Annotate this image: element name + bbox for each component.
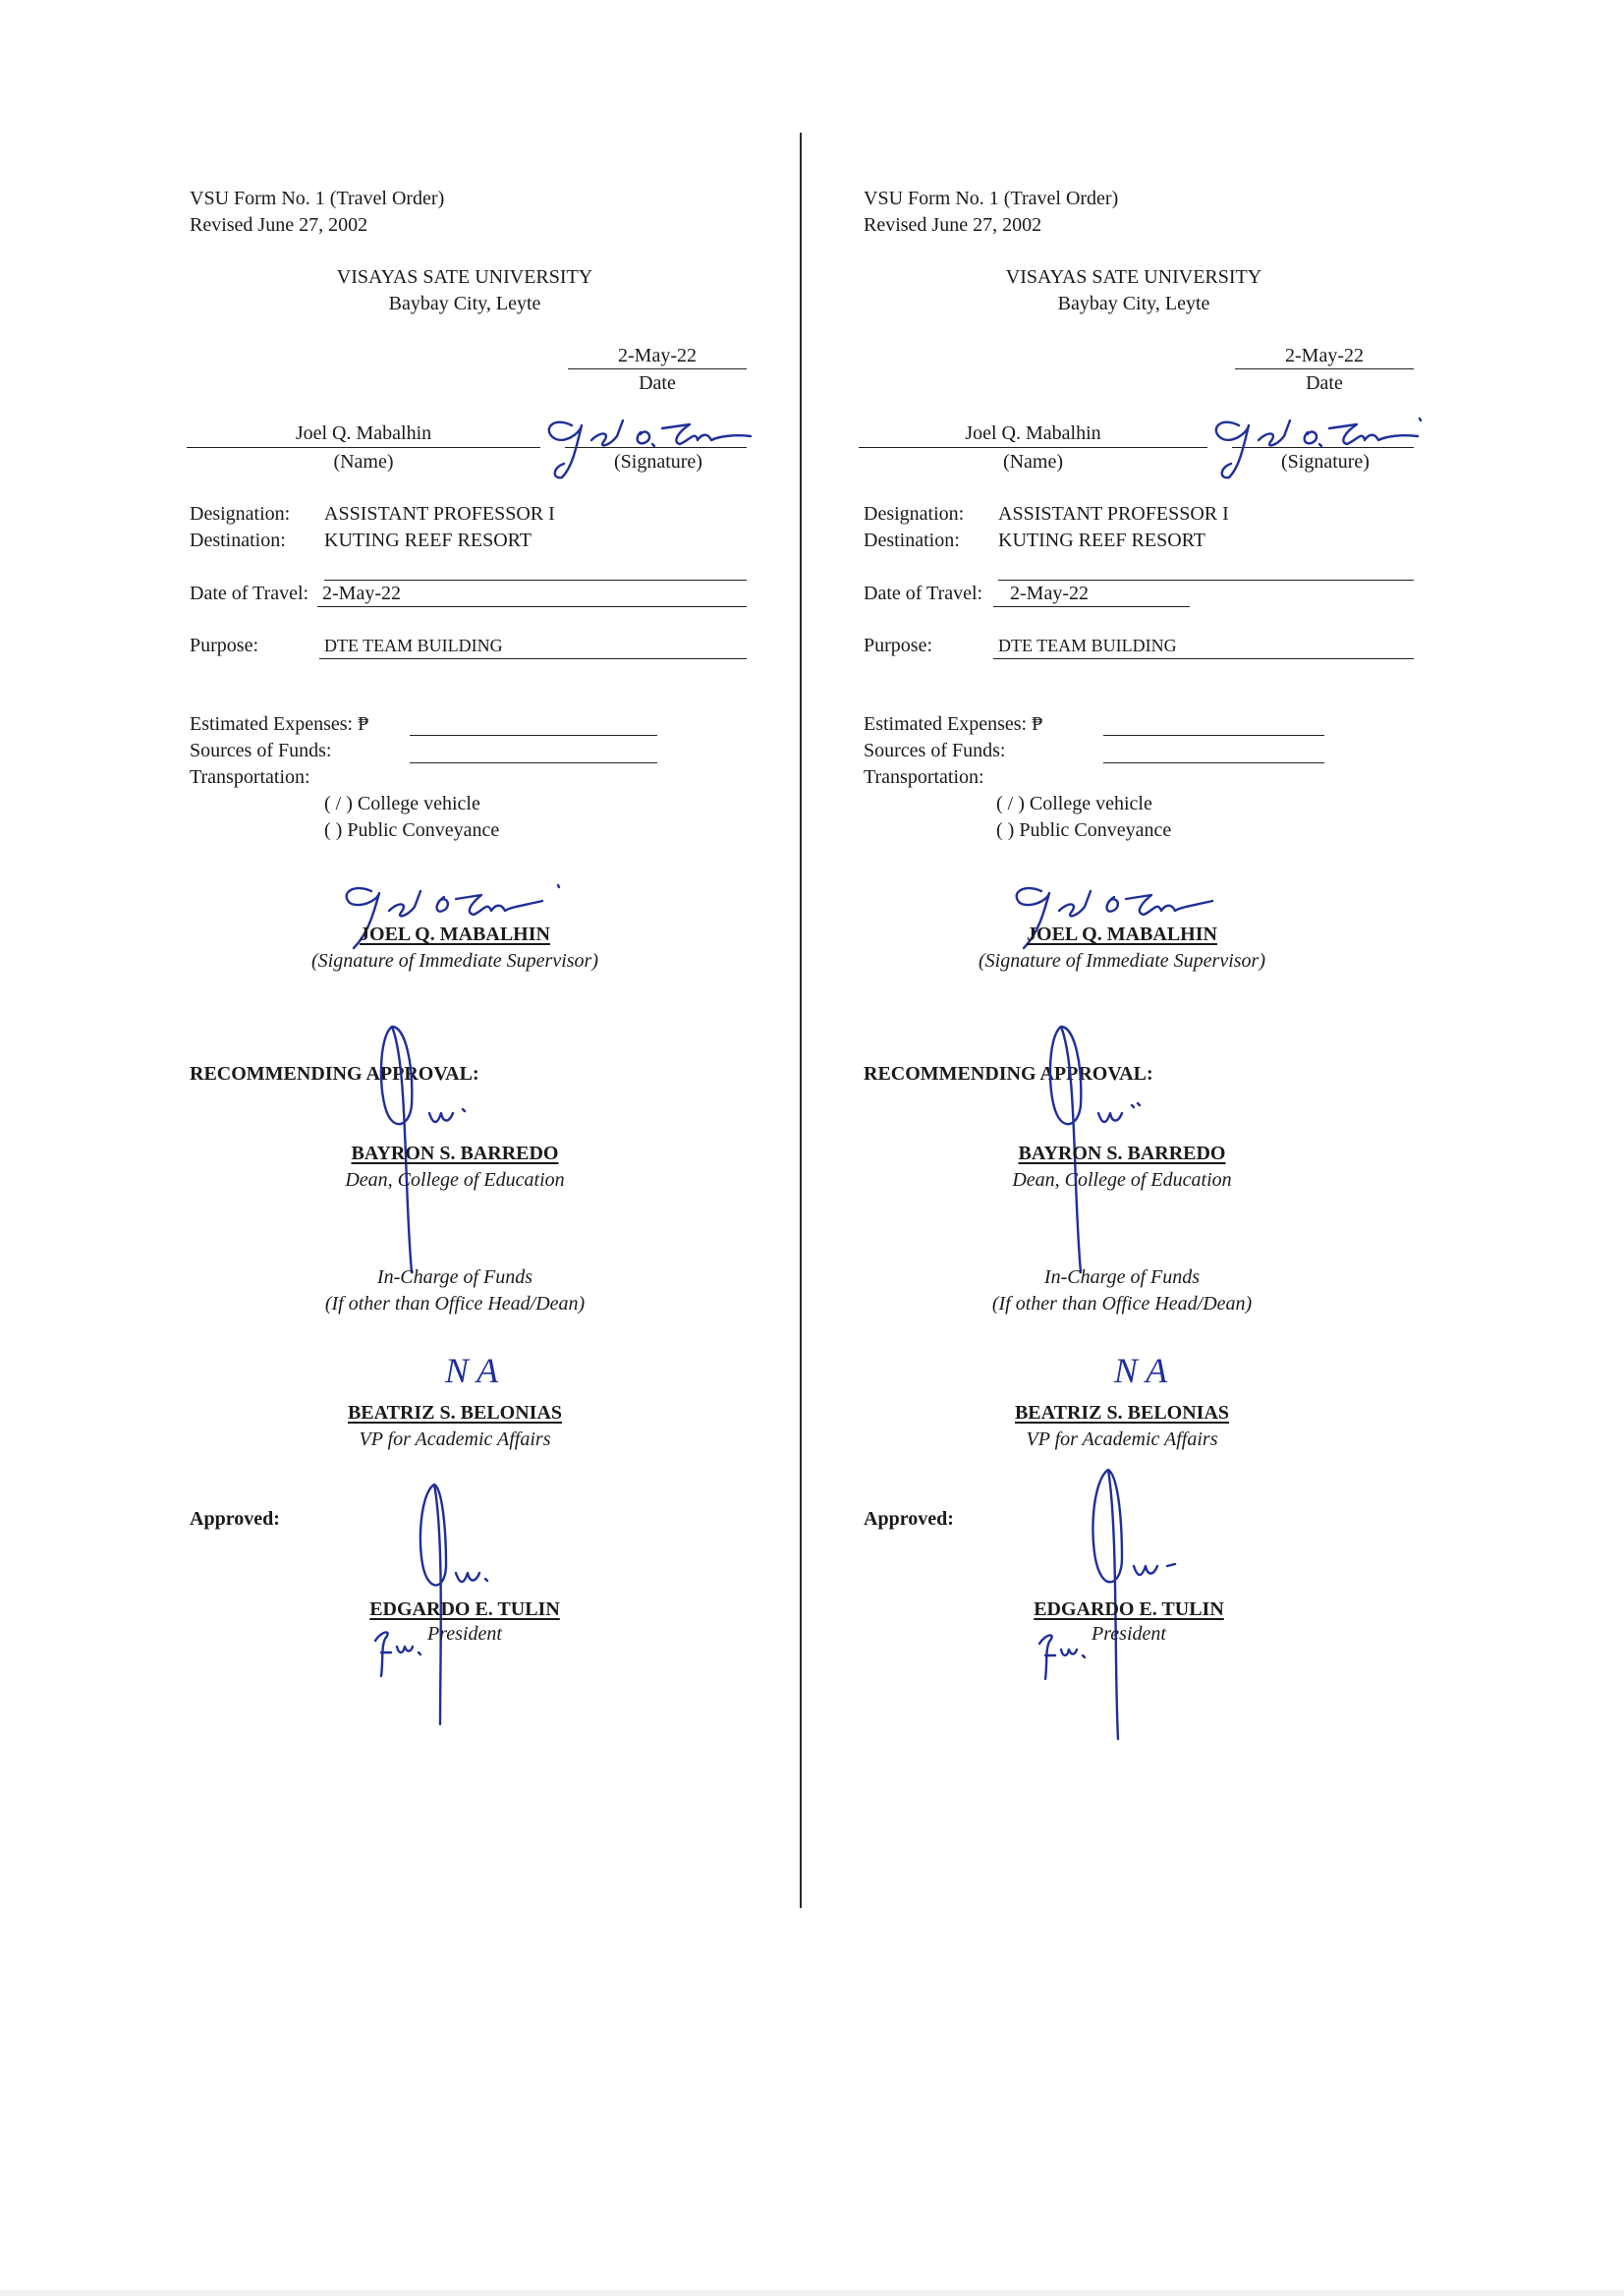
name-line <box>859 447 1207 448</box>
purpose-value: DTE TEAM BUILDING <box>324 636 503 655</box>
date-value: 2-May-22 <box>618 345 697 366</box>
vp-name: BEATRIZ S. BELONIAS <box>347 1402 563 1424</box>
funds-incharge-label: In-Charge of Funds <box>1043 1266 1201 1288</box>
form-revised: Revised June 27, 2002 <box>190 214 368 236</box>
destination-value: KUTING REEF RESORT <box>998 530 1206 551</box>
funds-label: Sources of Funds: <box>864 740 1006 761</box>
date-label: Date <box>639 372 676 394</box>
date-value: 2-May-22 <box>1285 345 1364 366</box>
transport-public-conveyance: ( ) Public Conveyance <box>996 819 1172 841</box>
name-value: Joel Q. Mabalhin <box>965 422 1101 444</box>
form-number: VSU Form No. 1 (Travel Order) <box>190 188 445 209</box>
recommending-approval-label: RECOMMENDING APPROVAL: <box>190 1063 479 1085</box>
dean-title: Dean, College of Education <box>1012 1169 1232 1191</box>
na-mark: N A <box>1113 1351 1168 1390</box>
signature-label: (Signature) <box>1281 451 1370 473</box>
funds-incharge-note: (If other than Office Head/Dean) <box>991 1293 1253 1315</box>
date-line <box>1235 368 1414 369</box>
funds-incharge-note: (If other than Office Head/Dean) <box>324 1293 586 1315</box>
purpose-line <box>993 658 1414 659</box>
transport-label: Transportation: <box>864 766 984 788</box>
name-label: (Name) <box>333 451 394 473</box>
name-value: Joel Q. Mabalhin <box>295 422 432 444</box>
expenses-label: Estimated Expenses: ₱ <box>190 713 369 735</box>
purpose-label: Purpose: <box>190 635 258 656</box>
destination-value: KUTING REEF RESORT <box>324 530 532 551</box>
designation-label: Designation: <box>190 503 291 525</box>
supervisor-name: JOEL Q. MABALHIN <box>360 924 550 945</box>
designation-label: Designation: <box>864 503 965 525</box>
travel-date-line <box>993 606 1190 607</box>
purpose-value: DTE TEAM BUILDING <box>998 636 1177 655</box>
designation-value: ASSISTANT PROFESSOR I <box>324 503 555 525</box>
president-title: President <box>427 1623 502 1645</box>
university-name: VISAYAS SATE UNIVERSITY <box>336 266 593 288</box>
destination-extra-line <box>998 580 1414 581</box>
president-name: EDGARDO E. TULIN <box>369 1598 560 1620</box>
vp-title: VP for Academic Affairs <box>359 1428 551 1450</box>
dean-title: Dean, College of Education <box>345 1169 565 1191</box>
form-number: VSU Form No. 1 (Travel Order) <box>864 188 1119 209</box>
supervisor-label: (Signature of Immediate Supervisor) <box>979 950 1265 972</box>
form-revised: Revised June 27, 2002 <box>864 214 1042 236</box>
signature-label: (Signature) <box>614 451 702 473</box>
travel-date-label: Date of Travel: <box>190 583 309 604</box>
funds-incharge-label: In-Charge of Funds <box>376 1266 533 1288</box>
funds-line <box>1103 762 1324 763</box>
destination-label: Destination: <box>190 530 286 551</box>
approved-label: Approved: <box>864 1508 954 1530</box>
vp-name: BEATRIZ S. BELONIAS <box>1014 1402 1230 1424</box>
expenses-label: Estimated Expenses: ₱ <box>864 713 1043 735</box>
funds-line <box>410 762 657 763</box>
president-initials <box>1036 1626 1104 1685</box>
dean-name: BAYRON S. BARREDO <box>351 1143 559 1164</box>
supervisor-label: (Signature of Immediate Supervisor) <box>311 950 598 972</box>
recommending-approval-label: RECOMMENDING APPROVAL: <box>864 1063 1153 1085</box>
travel-order-right <box>674 0 1485 2296</box>
university-name: VISAYAS SATE UNIVERSITY <box>1005 266 1262 288</box>
funds-label: Sources of Funds: <box>190 740 332 761</box>
na-mark: N A <box>444 1351 499 1390</box>
supervisor-name: JOEL Q. MABALHIN <box>1027 924 1217 945</box>
destination-label: Destination: <box>864 530 960 551</box>
expenses-line <box>1103 735 1324 736</box>
date-label: Date <box>1306 372 1343 394</box>
travel-date-value: 2-May-22 <box>322 583 401 604</box>
designation-value: ASSISTANT PROFESSOR I <box>998 503 1229 525</box>
transport-college-vehicle: ( / ) College vehicle <box>324 793 480 814</box>
expenses-line <box>410 735 657 736</box>
scan-edge <box>0 2290 1624 2296</box>
name-label: (Name) <box>1002 451 1064 473</box>
transport-label: Transportation: <box>190 766 310 788</box>
president-name: EDGARDO E. TULIN <box>1034 1598 1224 1620</box>
applicant-signature <box>1209 411 1426 484</box>
travel-date-label: Date of Travel: <box>864 583 983 604</box>
president-title: President <box>1092 1623 1166 1645</box>
university-location: Baybay City, Leyte <box>388 293 541 314</box>
travel-date-value: 2-May-22 <box>1010 583 1089 604</box>
approved-label: Approved: <box>190 1508 280 1530</box>
transport-public-conveyance: ( ) Public Conveyance <box>324 819 500 841</box>
supervisor-signature <box>1004 879 1240 958</box>
transport-college-vehicle: ( / ) College vehicle <box>996 793 1152 814</box>
name-line <box>187 447 540 448</box>
supervisor-signature <box>334 879 570 958</box>
dean-name: BAYRON S. BARREDO <box>1018 1143 1226 1164</box>
purpose-label: Purpose: <box>864 635 932 656</box>
vp-title: VP for Academic Affairs <box>1026 1428 1218 1450</box>
university-location: Baybay City, Leyte <box>1057 293 1210 314</box>
president-initials <box>371 1623 440 1682</box>
